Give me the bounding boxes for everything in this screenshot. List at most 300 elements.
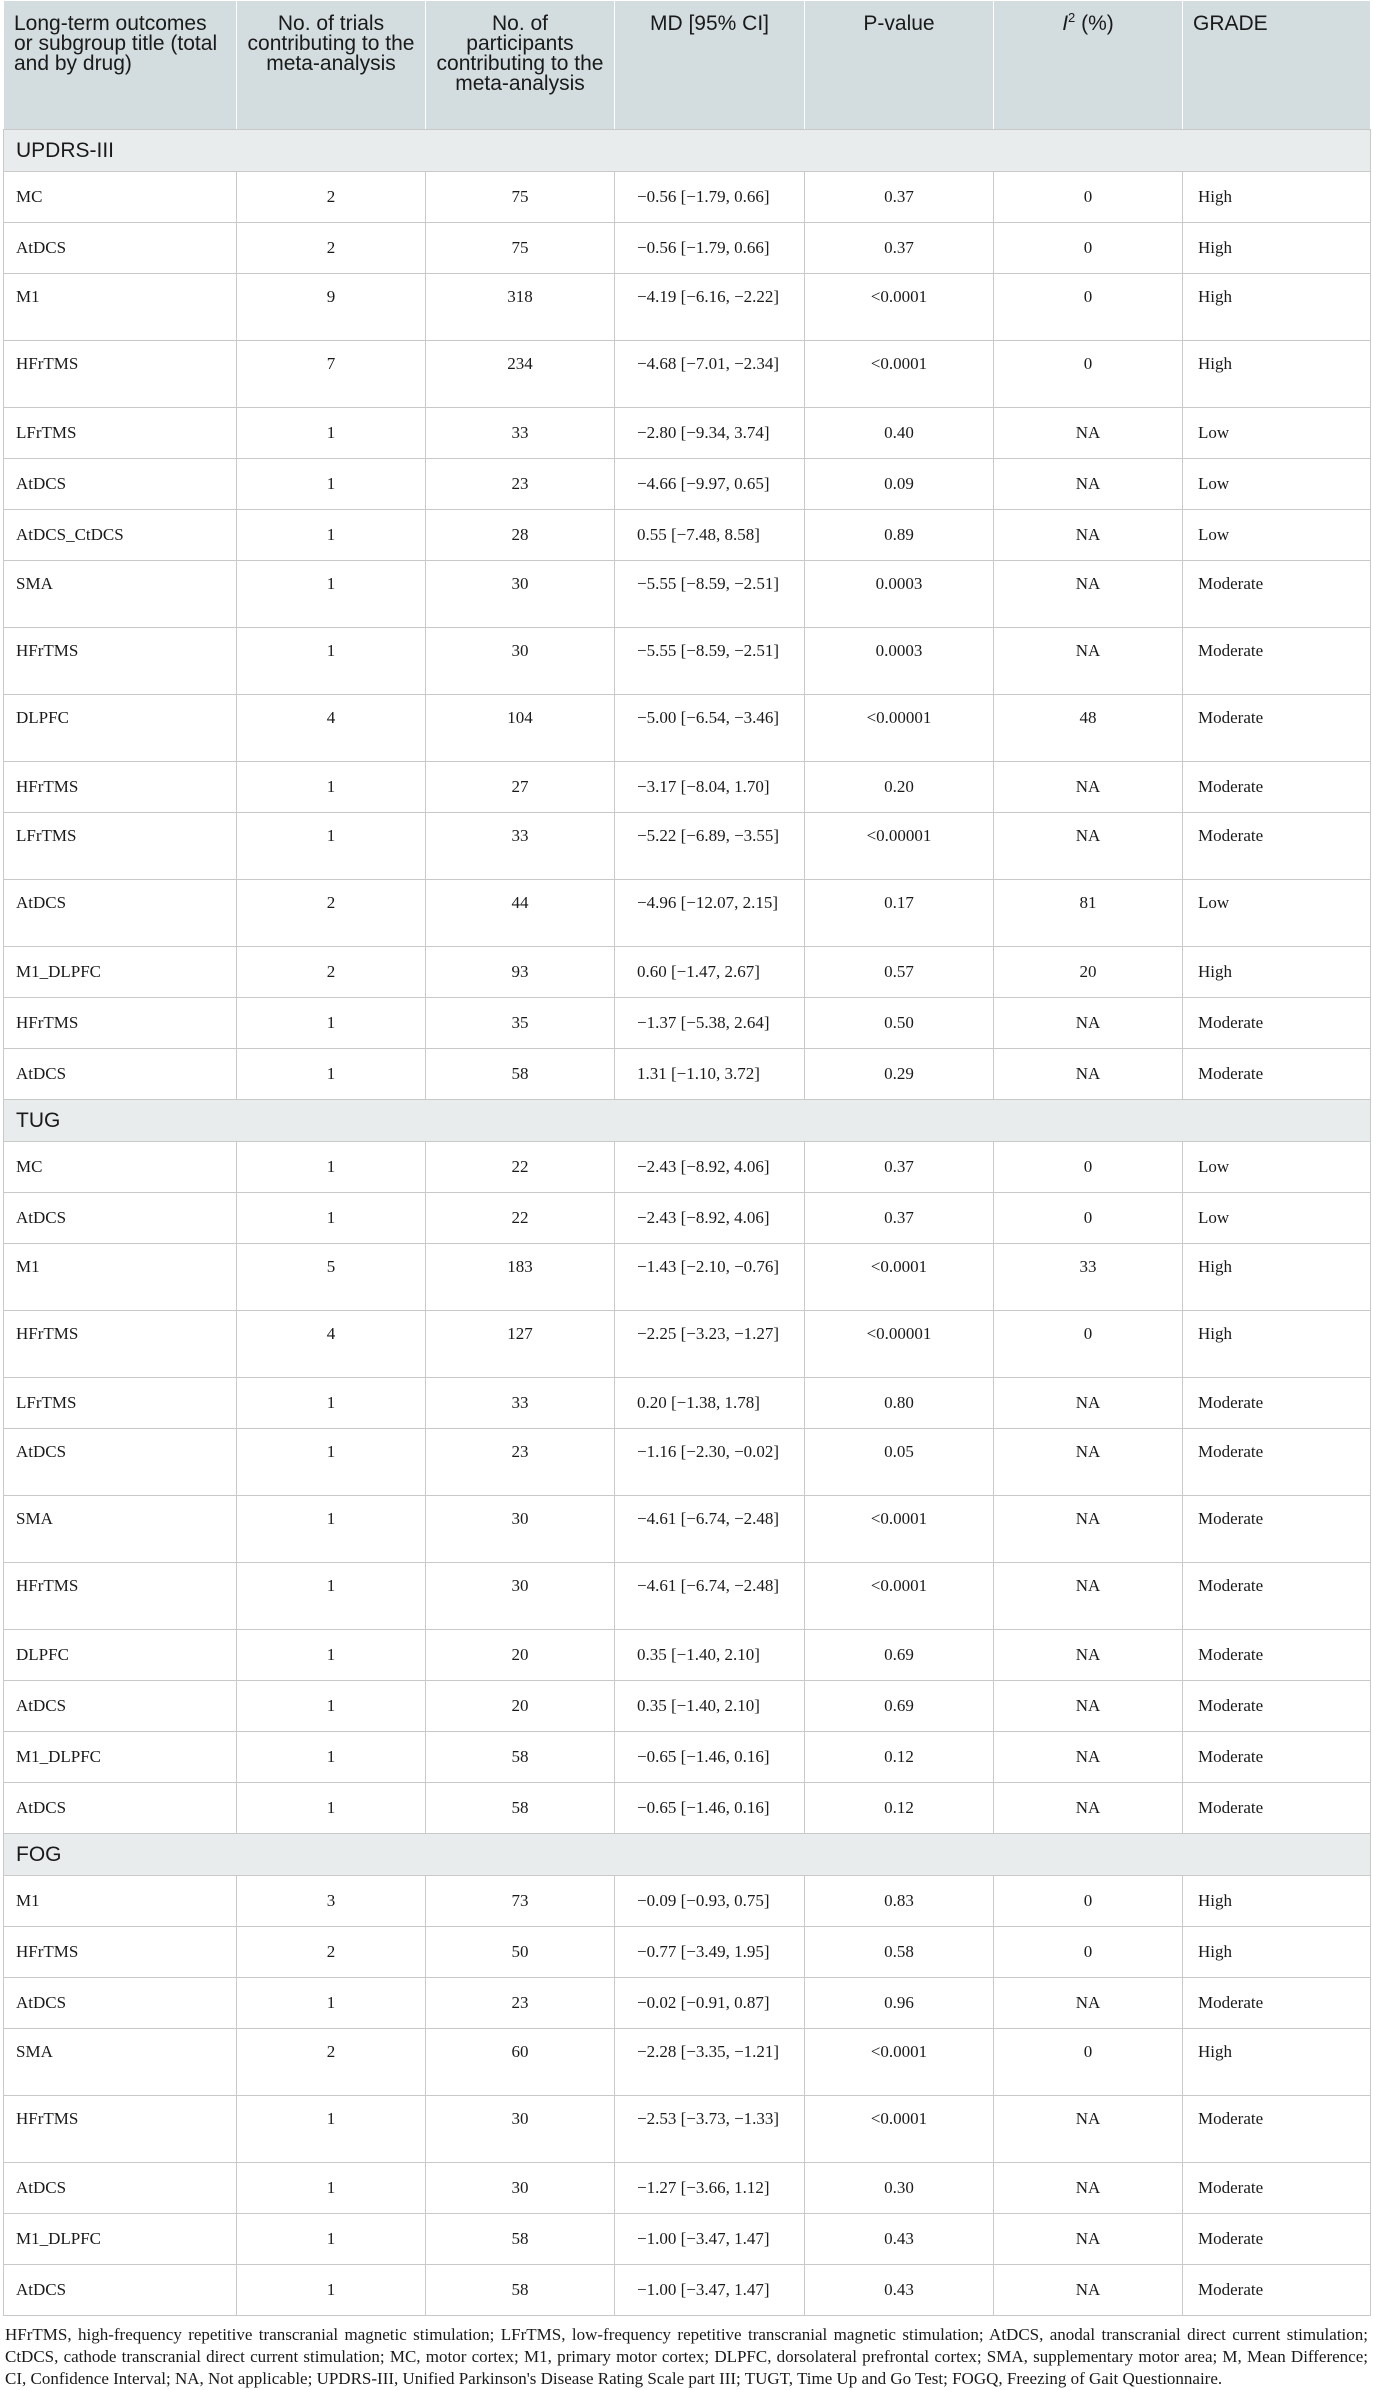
cell-subgroup: HFrTMS [4, 1311, 237, 1378]
cell-grade: Moderate [1183, 1563, 1371, 1630]
header-row [4, 1, 1371, 130]
cell-p-value: 0.17 [805, 880, 994, 947]
header-p-value: P-value [805, 1, 994, 130]
cell-i2: 0 [994, 172, 1183, 223]
cell-trials: 1 [237, 2163, 426, 2214]
cell-trials: 1 [237, 561, 426, 628]
cell-grade: Moderate [1183, 2214, 1371, 2265]
cell-i2: NA [994, 459, 1183, 510]
cell-subgroup: DLPFC [4, 1630, 237, 1681]
cell-participants: 35 [426, 998, 615, 1049]
cell-grade: High [1183, 341, 1371, 408]
cell-subgroup: LFrTMS [4, 813, 237, 880]
cell-p-value: 0.05 [805, 1429, 994, 1496]
cell-participants: 23 [426, 1978, 615, 2029]
i2-superscript: 2 [1068, 10, 1076, 25]
cell-grade: Moderate [1183, 1732, 1371, 1783]
cell-i2: NA [994, 1563, 1183, 1630]
cell-trials: 1 [237, 1681, 426, 1732]
cell-i2: NA [994, 1378, 1183, 1429]
cell-md: −2.43 [−8.92, 4.06] [615, 1142, 805, 1193]
cell-participants: 127 [426, 1311, 615, 1378]
table-header [4, 1, 1371, 130]
cell-trials: 1 [237, 1193, 426, 1244]
cell-trials: 1 [237, 813, 426, 880]
cell-i2: NA [994, 762, 1183, 813]
cell-participants: 58 [426, 1732, 615, 1783]
cell-i2: 48 [994, 695, 1183, 762]
table-footnote: HFrTMS, high-frequency repetitive transcranial magnetic stimulation; LFrTMS, low-frequency repetitive transcranial magnetic stimulation; AtDCS, anodal transcranial direct current stimulation; CtDCS, cathode transcranial direct current stimulation; MC, motor cortex; M1, primary motor cortex; DLPFC, dorsolateral prefrontal cortex; SMA, supplementary motor area; M, Mean Difference; CI, Confidence Interval; NA, Not applicable; UPDRS-III, Unified Parkinson's Disease Rating Scale part III; TUGT, Time Up and Go Test; FOGQ, Freezing of Gait Questionnaire. [5, 2325, 1368, 2388]
cell-i2: NA [994, 2163, 1183, 2214]
cell-trials: 1 [237, 459, 426, 510]
cell-trials: 1 [237, 1378, 426, 1429]
cell-trials: 2 [237, 223, 426, 274]
cell-md: −0.65 [−1.46, 0.16] [615, 1783, 805, 1834]
cell-participants: 33 [426, 813, 615, 880]
cell-p-value: 0.30 [805, 2163, 994, 2214]
cell-i2: 0 [994, 341, 1183, 408]
cell-trials: 2 [237, 880, 426, 947]
cell-md: −5.55 [−8.59, −2.51] [615, 628, 805, 695]
table-row [4, 1978, 1371, 2029]
cell-i2: NA [994, 1049, 1183, 1100]
cell-subgroup: M1_DLPFC [4, 1732, 237, 1783]
cell-grade: Low [1183, 510, 1371, 561]
cell-subgroup: HFrTMS [4, 762, 237, 813]
cell-subgroup: AtDCS [4, 2163, 237, 2214]
table-row [4, 2214, 1371, 2265]
cell-trials: 1 [237, 998, 426, 1049]
cell-md: −0.09 [−0.93, 0.75] [615, 1876, 805, 1927]
cell-i2: NA [994, 2096, 1183, 2163]
cell-md: −4.19 [−6.16, −2.22] [615, 274, 805, 341]
cell-grade: High [1183, 1311, 1371, 1378]
cell-p-value: 0.80 [805, 1378, 994, 1429]
cell-md: −2.25 [−3.23, −1.27] [615, 1311, 805, 1378]
cell-md: −4.61 [−6.74, −2.48] [615, 1496, 805, 1563]
cell-p-value: <0.00001 [805, 695, 994, 762]
cell-participants: 23 [426, 459, 615, 510]
cell-md: −1.37 [−5.38, 2.64] [615, 998, 805, 1049]
cell-grade: Low [1183, 880, 1371, 947]
cell-subgroup: HFrTMS [4, 2096, 237, 2163]
cell-subgroup: HFrTMS [4, 341, 237, 408]
cell-i2: NA [994, 813, 1183, 880]
cell-subgroup: M1_DLPFC [4, 2214, 237, 2265]
cell-i2: NA [994, 628, 1183, 695]
cell-participants: 27 [426, 762, 615, 813]
cell-p-value: 0.43 [805, 2265, 994, 2316]
cell-md: −4.66 [−9.97, 0.65] [615, 459, 805, 510]
cell-p-value: 0.57 [805, 947, 994, 998]
cell-trials: 1 [237, 1783, 426, 1834]
cell-trials: 1 [237, 2265, 426, 2316]
cell-participants: 22 [426, 1142, 615, 1193]
section-header-row [4, 130, 1371, 172]
cell-grade: Low [1183, 408, 1371, 459]
table-row [4, 1496, 1371, 1563]
cell-p-value: 0.20 [805, 762, 994, 813]
cell-i2: NA [994, 2214, 1183, 2265]
cell-grade: Moderate [1183, 1496, 1371, 1563]
cell-grade: Moderate [1183, 998, 1371, 1049]
cell-i2: 20 [994, 947, 1183, 998]
cell-md: 0.60 [−1.47, 2.67] [615, 947, 805, 998]
table-row [4, 172, 1371, 223]
cell-subgroup: LFrTMS [4, 408, 237, 459]
cell-subgroup: AtDCS [4, 1193, 237, 1244]
cell-p-value: 0.12 [805, 1732, 994, 1783]
cell-md: −0.65 [−1.46, 0.16] [615, 1732, 805, 1783]
cell-trials: 1 [237, 510, 426, 561]
cell-p-value: 0.43 [805, 2214, 994, 2265]
cell-i2: NA [994, 408, 1183, 459]
cell-md: −1.16 [−2.30, −0.02] [615, 1429, 805, 1496]
section-title: UPDRS-III [4, 130, 1371, 172]
cell-trials: 1 [237, 408, 426, 459]
cell-grade: Moderate [1183, 1681, 1371, 1732]
cell-participants: 30 [426, 1496, 615, 1563]
cell-trials: 2 [237, 2029, 426, 2096]
cell-i2: NA [994, 1978, 1183, 2029]
cell-p-value: 0.96 [805, 1978, 994, 2029]
table-row [4, 813, 1371, 880]
cell-trials: 1 [237, 1563, 426, 1630]
cell-trials: 7 [237, 341, 426, 408]
cell-md: −4.96 [−12.07, 2.15] [615, 880, 805, 947]
cell-subgroup: HFrTMS [4, 628, 237, 695]
header-subgroup: Long-term outcomes or subgroup title (total and by drug) [4, 1, 237, 130]
cell-p-value: 0.37 [805, 223, 994, 274]
cell-grade: Moderate [1183, 1978, 1371, 2029]
section-header-row [4, 1834, 1371, 1876]
cell-trials: 1 [237, 1732, 426, 1783]
cell-grade: Low [1183, 459, 1371, 510]
cell-trials: 2 [237, 172, 426, 223]
cell-md: −2.28 [−3.35, −1.21] [615, 2029, 805, 2096]
cell-md: −0.77 [−3.49, 1.95] [615, 1927, 805, 1978]
cell-subgroup: AtDCS [4, 1783, 237, 1834]
cell-participants: 318 [426, 274, 615, 341]
table-row [4, 1732, 1371, 1783]
table-row [4, 1311, 1371, 1378]
table-body [4, 130, 1371, 2316]
cell-grade: High [1183, 947, 1371, 998]
cell-trials: 1 [237, 1496, 426, 1563]
table-row [4, 947, 1371, 998]
cell-grade: High [1183, 223, 1371, 274]
cell-i2: NA [994, 1681, 1183, 1732]
cell-grade: Moderate [1183, 1630, 1371, 1681]
i2-unit: (%) [1075, 12, 1114, 35]
cell-md: −3.17 [−8.04, 1.70] [615, 762, 805, 813]
cell-md: −0.56 [−1.79, 0.66] [615, 172, 805, 223]
cell-grade: Moderate [1183, 813, 1371, 880]
cell-p-value: 0.0003 [805, 561, 994, 628]
cell-trials: 1 [237, 1630, 426, 1681]
cell-md: −0.02 [−0.91, 0.87] [615, 1978, 805, 2029]
cell-subgroup: AtDCS_CtDCS [4, 510, 237, 561]
cell-trials: 4 [237, 1311, 426, 1378]
cell-i2: 0 [994, 1927, 1183, 1978]
cell-p-value: 0.12 [805, 1783, 994, 1834]
cell-p-value: <0.0001 [805, 274, 994, 341]
table-row [4, 1429, 1371, 1496]
cell-participants: 58 [426, 2214, 615, 2265]
cell-grade: Moderate [1183, 2163, 1371, 2214]
table-row [4, 628, 1371, 695]
cell-p-value: 0.58 [805, 1927, 994, 1978]
cell-grade: High [1183, 2029, 1371, 2096]
document-page [3, 0, 1370, 2390]
cell-subgroup: MC [4, 172, 237, 223]
cell-p-value: 0.37 [805, 1193, 994, 1244]
cell-participants: 50 [426, 1927, 615, 1978]
cell-participants: 73 [426, 1876, 615, 1927]
cell-trials: 2 [237, 947, 426, 998]
cell-participants: 28 [426, 510, 615, 561]
header-trials: No. of trials contributing to the meta-analysis [237, 1, 426, 130]
table-row [4, 1563, 1371, 1630]
cell-grade: High [1183, 1927, 1371, 1978]
cell-md: −1.43 [−2.10, −0.76] [615, 1244, 805, 1311]
cell-md: 0.20 [−1.38, 1.78] [615, 1378, 805, 1429]
cell-i2: NA [994, 1732, 1183, 1783]
cell-p-value: 0.83 [805, 1876, 994, 1927]
table-row [4, 1783, 1371, 1834]
cell-i2: NA [994, 1630, 1183, 1681]
cell-i2: 0 [994, 1193, 1183, 1244]
results-table [3, 0, 1371, 2316]
cell-trials: 1 [237, 762, 426, 813]
i2-symbol: I [1062, 12, 1069, 35]
cell-i2: 33 [994, 1244, 1183, 1311]
cell-i2: 0 [994, 223, 1183, 274]
cell-trials: 5 [237, 1244, 426, 1311]
table-row [4, 1049, 1371, 1100]
table-row [4, 223, 1371, 274]
cell-md: −2.80 [−9.34, 3.74] [615, 408, 805, 459]
table-row [4, 762, 1371, 813]
cell-trials: 1 [237, 1429, 426, 1496]
cell-grade: High [1183, 1876, 1371, 1927]
cell-grade: Moderate [1183, 1429, 1371, 1496]
table-row [4, 1142, 1371, 1193]
cell-p-value: 0.89 [805, 510, 994, 561]
cell-subgroup: SMA [4, 2029, 237, 2096]
cell-i2: NA [994, 1496, 1183, 1563]
cell-i2: NA [994, 510, 1183, 561]
table-row [4, 2096, 1371, 2163]
cell-md: −5.00 [−6.54, −3.46] [615, 695, 805, 762]
table-row [4, 510, 1371, 561]
cell-trials: 2 [237, 1927, 426, 1978]
cell-p-value: <0.00001 [805, 813, 994, 880]
cell-p-value: 0.69 [805, 1681, 994, 1732]
cell-p-value: <0.0001 [805, 1244, 994, 1311]
cell-p-value: <0.0001 [805, 2096, 994, 2163]
cell-grade: High [1183, 274, 1371, 341]
table-row [4, 341, 1371, 408]
table-row [4, 1193, 1371, 1244]
header-grade: GRADE [1183, 1, 1371, 130]
cell-p-value: <0.0001 [805, 2029, 994, 2096]
cell-p-value: 0.50 [805, 998, 994, 1049]
cell-participants: 30 [426, 2163, 615, 2214]
cell-participants: 183 [426, 1244, 615, 1311]
cell-subgroup: SMA [4, 561, 237, 628]
cell-participants: 58 [426, 1783, 615, 1834]
table-row [4, 274, 1371, 341]
cell-md: 0.35 [−1.40, 2.10] [615, 1630, 805, 1681]
cell-p-value: 0.37 [805, 1142, 994, 1193]
cell-md: −4.68 [−7.01, −2.34] [615, 341, 805, 408]
cell-grade: Low [1183, 1193, 1371, 1244]
cell-subgroup: M1 [4, 1244, 237, 1311]
table-row [4, 1927, 1371, 1978]
section-header-row [4, 1100, 1371, 1142]
cell-subgroup: M1 [4, 274, 237, 341]
cell-md: −1.27 [−3.66, 1.12] [615, 2163, 805, 2214]
cell-subgroup: AtDCS [4, 459, 237, 510]
cell-i2: NA [994, 1783, 1183, 1834]
cell-participants: 58 [426, 1049, 615, 1100]
cell-grade: Moderate [1183, 1378, 1371, 1429]
cell-p-value: 0.0003 [805, 628, 994, 695]
cell-grade: Moderate [1183, 1049, 1371, 1100]
cell-i2: NA [994, 561, 1183, 628]
cell-i2: 0 [994, 2029, 1183, 2096]
cell-p-value: <0.00001 [805, 1311, 994, 1378]
cell-subgroup: AtDCS [4, 880, 237, 947]
cell-participants: 30 [426, 628, 615, 695]
cell-grade: Moderate [1183, 628, 1371, 695]
cell-trials: 1 [237, 1978, 426, 2029]
cell-subgroup: AtDCS [4, 1429, 237, 1496]
cell-p-value: 0.40 [805, 408, 994, 459]
cell-grade: High [1183, 1244, 1371, 1311]
cell-grade: Low [1183, 1142, 1371, 1193]
cell-p-value: <0.0001 [805, 1563, 994, 1630]
cell-grade: Moderate [1183, 561, 1371, 628]
cell-participants: 93 [426, 947, 615, 998]
table-row [4, 1244, 1371, 1311]
table-row [4, 998, 1371, 1049]
cell-md: −1.00 [−3.47, 1.47] [615, 2214, 805, 2265]
cell-trials: 4 [237, 695, 426, 762]
cell-p-value: 0.37 [805, 172, 994, 223]
cell-md: 1.31 [−1.10, 3.72] [615, 1049, 805, 1100]
table-row [4, 561, 1371, 628]
table-row [4, 1630, 1371, 1681]
cell-participants: 30 [426, 2096, 615, 2163]
cell-md: −5.55 [−8.59, −2.51] [615, 561, 805, 628]
cell-md: 0.35 [−1.40, 2.10] [615, 1681, 805, 1732]
cell-subgroup: AtDCS [4, 223, 237, 274]
table-row [4, 2265, 1371, 2316]
cell-grade: Moderate [1183, 695, 1371, 762]
cell-subgroup: AtDCS [4, 1681, 237, 1732]
table-row [4, 1378, 1371, 1429]
cell-md: −0.56 [−1.79, 0.66] [615, 223, 805, 274]
header-participants: No. of participants contributing to the meta-analysis [426, 1, 615, 130]
cell-subgroup: HFrTMS [4, 998, 237, 1049]
table-row [4, 2029, 1371, 2096]
header-md: MD [95% CI] [615, 1, 805, 130]
cell-participants: 60 [426, 2029, 615, 2096]
section-title: FOG [4, 1834, 1371, 1876]
cell-participants: 30 [426, 1563, 615, 1630]
cell-subgroup: HFrTMS [4, 1563, 237, 1630]
cell-participants: 23 [426, 1429, 615, 1496]
cell-grade: Moderate [1183, 762, 1371, 813]
header-i2 [994, 1, 1183, 130]
cell-grade: Moderate [1183, 1783, 1371, 1834]
cell-trials: 1 [237, 2096, 426, 2163]
cell-participants: 58 [426, 2265, 615, 2316]
cell-participants: 20 [426, 1630, 615, 1681]
table-row [4, 880, 1371, 947]
cell-subgroup: AtDCS [4, 2265, 237, 2316]
cell-participants: 33 [426, 1378, 615, 1429]
table-row [4, 408, 1371, 459]
table-row [4, 695, 1371, 762]
cell-i2: 81 [994, 880, 1183, 947]
table-row [4, 459, 1371, 510]
cell-md: −2.43 [−8.92, 4.06] [615, 1193, 805, 1244]
table-row [4, 1876, 1371, 1927]
cell-participants: 30 [426, 561, 615, 628]
cell-i2: 0 [994, 1311, 1183, 1378]
cell-md: −4.61 [−6.74, −2.48] [615, 1563, 805, 1630]
cell-p-value: 0.69 [805, 1630, 994, 1681]
cell-subgroup: AtDCS [4, 1049, 237, 1100]
cell-p-value: 0.09 [805, 459, 994, 510]
table-row [4, 1681, 1371, 1732]
cell-subgroup: DLPFC [4, 695, 237, 762]
cell-grade: Moderate [1183, 2096, 1371, 2163]
cell-trials: 1 [237, 2214, 426, 2265]
section-title: TUG [4, 1100, 1371, 1142]
table-row [4, 2163, 1371, 2214]
cell-subgroup: LFrTMS [4, 1378, 237, 1429]
cell-subgroup: MC [4, 1142, 237, 1193]
cell-participants: 44 [426, 880, 615, 947]
cell-i2: NA [994, 998, 1183, 1049]
cell-md: −5.22 [−6.89, −3.55] [615, 813, 805, 880]
cell-participants: 234 [426, 341, 615, 408]
cell-p-value: <0.0001 [805, 1496, 994, 1563]
cell-trials: 1 [237, 1142, 426, 1193]
cell-participants: 20 [426, 1681, 615, 1732]
cell-participants: 33 [426, 408, 615, 459]
cell-trials: 1 [237, 628, 426, 695]
cell-i2: NA [994, 2265, 1183, 2316]
cell-participants: 22 [426, 1193, 615, 1244]
cell-trials: 3 [237, 1876, 426, 1927]
cell-subgroup: SMA [4, 1496, 237, 1563]
cell-participants: 75 [426, 172, 615, 223]
cell-p-value: 0.29 [805, 1049, 994, 1100]
cell-participants: 75 [426, 223, 615, 274]
cell-grade: Moderate [1183, 2265, 1371, 2316]
cell-subgroup: M1_DLPFC [4, 947, 237, 998]
cell-subgroup: HFrTMS [4, 1927, 237, 1978]
cell-grade: High [1183, 172, 1371, 223]
cell-trials: 1 [237, 1049, 426, 1100]
cell-subgroup: AtDCS [4, 1978, 237, 2029]
cell-i2: 0 [994, 1142, 1183, 1193]
